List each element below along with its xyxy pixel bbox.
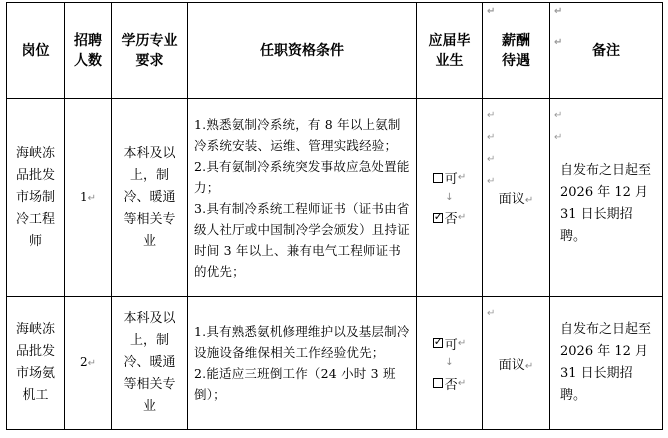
paragraph-marks: ↵ ↵ ↵ ↵ xyxy=(487,110,496,187)
row-1-position: 海峡冻品批发市场制冷工程师 xyxy=(7,99,65,297)
requirement-item: 3.具有制冷系统工程师证书（证书由省级人社厅或中国制冷学会颁发）且持证时间 3 年以上、兼有电气工程师证书的优先； xyxy=(194,200,410,279)
requirement-item: 2.具有氨制冷系统突发事故应急处置能力； xyxy=(194,158,410,195)
graduate-yes-label: 可 xyxy=(444,337,458,353)
graduate-no-label: 否 xyxy=(444,212,458,227)
checkbox-checked-icon[interactable] xyxy=(433,338,443,348)
checkbox-unchecked-icon[interactable] xyxy=(433,173,443,183)
requirement-item: 2.能适应三班倒工作（24 小时 3 班倒）； xyxy=(194,366,396,402)
table-cell-end-mark: ↵ xyxy=(554,6,563,17)
paragraph-marks: ↵ xyxy=(487,308,496,319)
header-requirements: 任职资格条件 xyxy=(188,3,417,99)
header-education: 学历专业要求 xyxy=(112,3,188,99)
row-2-education: 本科及以上，制冷、暖通等相关专业 xyxy=(112,297,188,430)
header-salary: 薪酬待遇 ↵ xyxy=(483,3,550,99)
row-2-notes: 自发布之日起至 2026 年 12 月 31 日长期招聘。 xyxy=(550,297,663,430)
row-1-graduate: 可 ↵ ↓ ✓ 否 ↵ xyxy=(417,99,483,297)
down-arrow-icon: ↓ xyxy=(445,357,454,368)
row-1-notes: ↵ ↵ 自发布之日起至 2026 年 12 月 31 日长期招聘。 xyxy=(550,99,663,297)
recruitment-table xyxy=(6,2,663,430)
row-2-salary: ↵ 面议↵ xyxy=(483,297,550,430)
table-row xyxy=(7,297,663,430)
table-row xyxy=(7,99,663,297)
row-1-education: 本科及以上，制冷、暖通等相关专业 xyxy=(112,99,188,297)
checkbox-checked-icon[interactable] xyxy=(433,213,443,223)
down-arrow-icon: ↓ xyxy=(445,191,454,203)
header-count: 招聘人数 xyxy=(65,3,112,99)
requirement-item: 1.熟悉氨制冷系统，有 8 年以上氨制冷系统安装、运维、管理实践经验； xyxy=(194,116,401,153)
table-cell-end-mark: ↵ xyxy=(487,6,496,17)
row-1-salary: ↵ ↵ ↵ ↵ 面议↵ xyxy=(483,99,550,297)
graduate-yes-label: 可 xyxy=(444,172,458,187)
paragraph-mark: ↵ xyxy=(554,37,563,48)
paragraph-marks: ↵ ↵ xyxy=(554,110,563,143)
row-1-requirements xyxy=(188,99,417,297)
header-position: 岗位 xyxy=(7,3,65,99)
row-2-requirements xyxy=(188,297,417,430)
row-2-count: 2↵ xyxy=(65,297,112,430)
row-2-graduate: ✓ 可 ↵ ↓ 否 ↵ xyxy=(417,297,483,430)
row-2-position: 海峡冻品批发市场氨机工 xyxy=(7,297,65,430)
row-1-count: 1↵ xyxy=(65,99,112,297)
checkbox-unchecked-icon[interactable] xyxy=(433,378,443,388)
header-notes: 备注 ↵ ↵ xyxy=(550,3,663,99)
graduate-no-label: 否 xyxy=(444,377,458,393)
header-graduate: 应届毕业生 xyxy=(417,3,483,99)
requirement-item: 1.具有熟悉氨机修理维护以及基层制冷设施设备维保相关工作经验优先； xyxy=(194,324,410,360)
header-row xyxy=(7,3,663,99)
